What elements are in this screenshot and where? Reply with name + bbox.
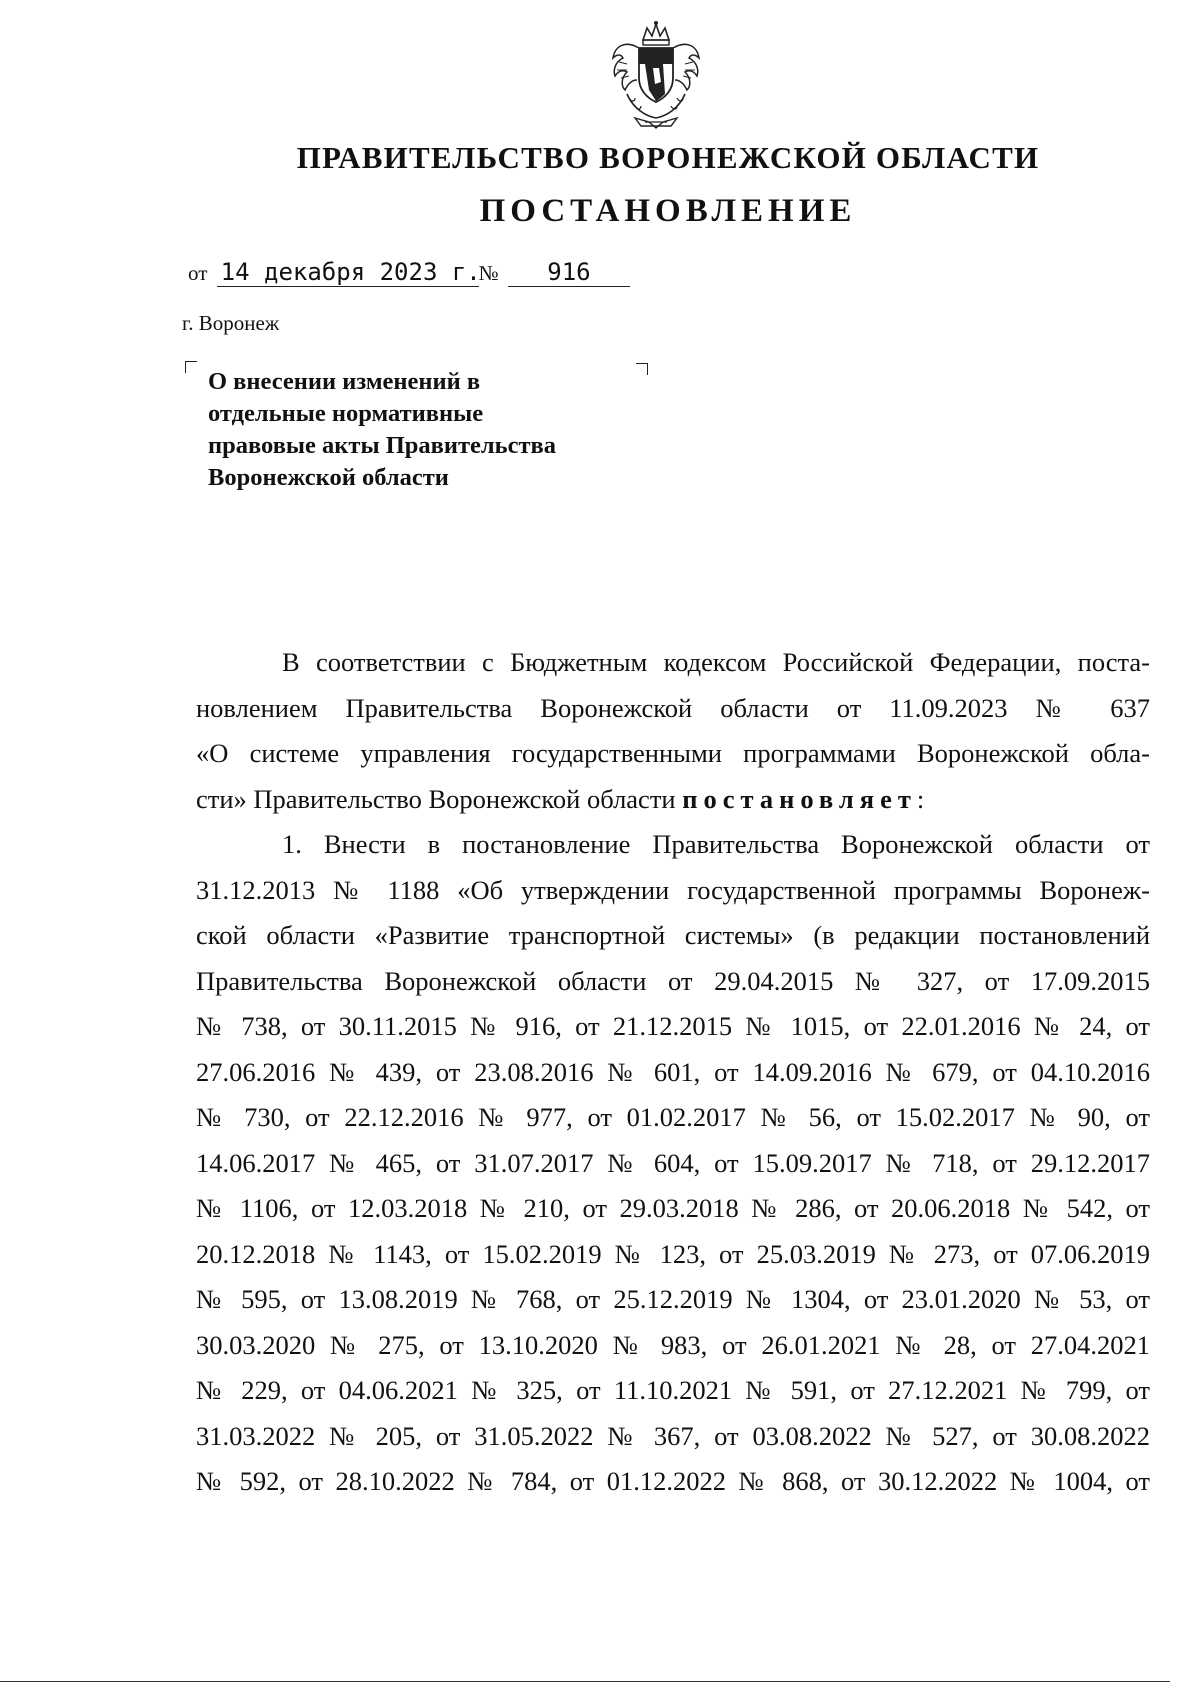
city-name: г. Воронеж [182, 311, 280, 335]
body-line: № 1106, от 12.03.2018 № 210, от 29.03.2018 № 286, от 20.06.2018 № 542, от [196, 1193, 1150, 1223]
body-line: № 592, от 28.10.2022 № 784, от 01.12.2022 № 868, от 30.12.2022 № 1004, от [196, 1466, 1150, 1496]
body-line: новлением Правительства Воронежской области от 11.09.2023 № 637 [196, 692, 1150, 723]
body-line: № 730, от 22.12.2016 № 977, от 01.02.2017 № 56, от 15.02.2017 № 90, от [196, 1102, 1150, 1132]
body-line: 1. Внести в постановление Правительства Воронежской области от [282, 829, 1150, 859]
body-line: 20.12.2018 № 1143, от 15.02.2019 № 123, от 25.03.2019 № 273, от 07.06.2019 [196, 1238, 1150, 1269]
body-line: «О системе управления государственными программами Воронежской обла- [196, 738, 1150, 768]
subject-line: Воронежской области [208, 464, 449, 491]
body-line: № 595, от 13.08.2019 № 768, от 25.12.2019 № 1304, от 23.01.2020 № 53, от [196, 1284, 1150, 1314]
document-body [196, 640, 1150, 1505]
subject-line: отдельные нормативные [208, 400, 484, 427]
body-line: 14.06.2017 № 465, от 31.07.2017 № 604, от 15.09.2017 № 718, от 29.12.2017 [196, 1147, 1150, 1178]
page-bottom-rule [0, 1681, 1170, 1682]
number-sign: № [478, 261, 499, 285]
body-line: № 229, от 04.06.2021 № 325, от 11.10.2021 № 591, от 27.12.2021 № 799, от [196, 1375, 1150, 1405]
body-text-run: : [916, 783, 925, 814]
subject-bracket-left [185, 361, 197, 373]
body-line: Правительства Воронежской области от 29.04.2015 № 327, от 17.09.2015 [196, 965, 1150, 996]
body-line [196, 777, 1150, 823]
date-prefix: от [188, 261, 208, 285]
body-line: В соответствии с Бюджетным кодексом Российской Федерации, поста- [282, 647, 1150, 677]
body-line: 30.03.2020 № 275, от 13.10.2020 № 983, от 26.01.2021 № 28, от 27.04.2021 [196, 1329, 1150, 1360]
body-line: 31.12.2013 № 1188 «Об утверждении государственной программы Воронеж- [196, 874, 1150, 905]
subject-line: правовые акты Правительства [208, 432, 556, 459]
subject-line: О внесении изменений в [208, 368, 481, 395]
body-line: ской области «Развитие транспортной системы» (в редакции постановлений [196, 920, 1150, 950]
resolution-verb: постановляет [682, 783, 917, 814]
coat-of-arms-emblem [605, 18, 707, 130]
body-line: 27.06.2016 № 439, от 23.08.2016 № 601, от 14.09.2016 № 679, от 04.10.2016 [196, 1056, 1150, 1087]
document-type-title: ПОСТАНОВЛЕНИЕ [479, 193, 857, 229]
registration-number: 916 [508, 258, 630, 287]
registration-line [188, 258, 630, 287]
registration-date: 14 декабря 2023 г. [217, 258, 479, 287]
government-title: ПРАВИТЕЛЬСТВО ВОРОНЕЖСКОЙ ОБЛАСТИ [296, 140, 1040, 175]
body-line: 31.03.2022 № 205, от 31.05.2022 № 367, от 03.08.2022 № 527, от 30.08.2022 [196, 1420, 1150, 1451]
body-text-run: сти» Правительство Воронежской области [196, 783, 683, 814]
document-subject [208, 366, 648, 494]
body-line: № 738, от 30.11.2015 № 916, от 21.12.2015 № 1015, от 22.01.2016 № 24, от [196, 1011, 1150, 1041]
